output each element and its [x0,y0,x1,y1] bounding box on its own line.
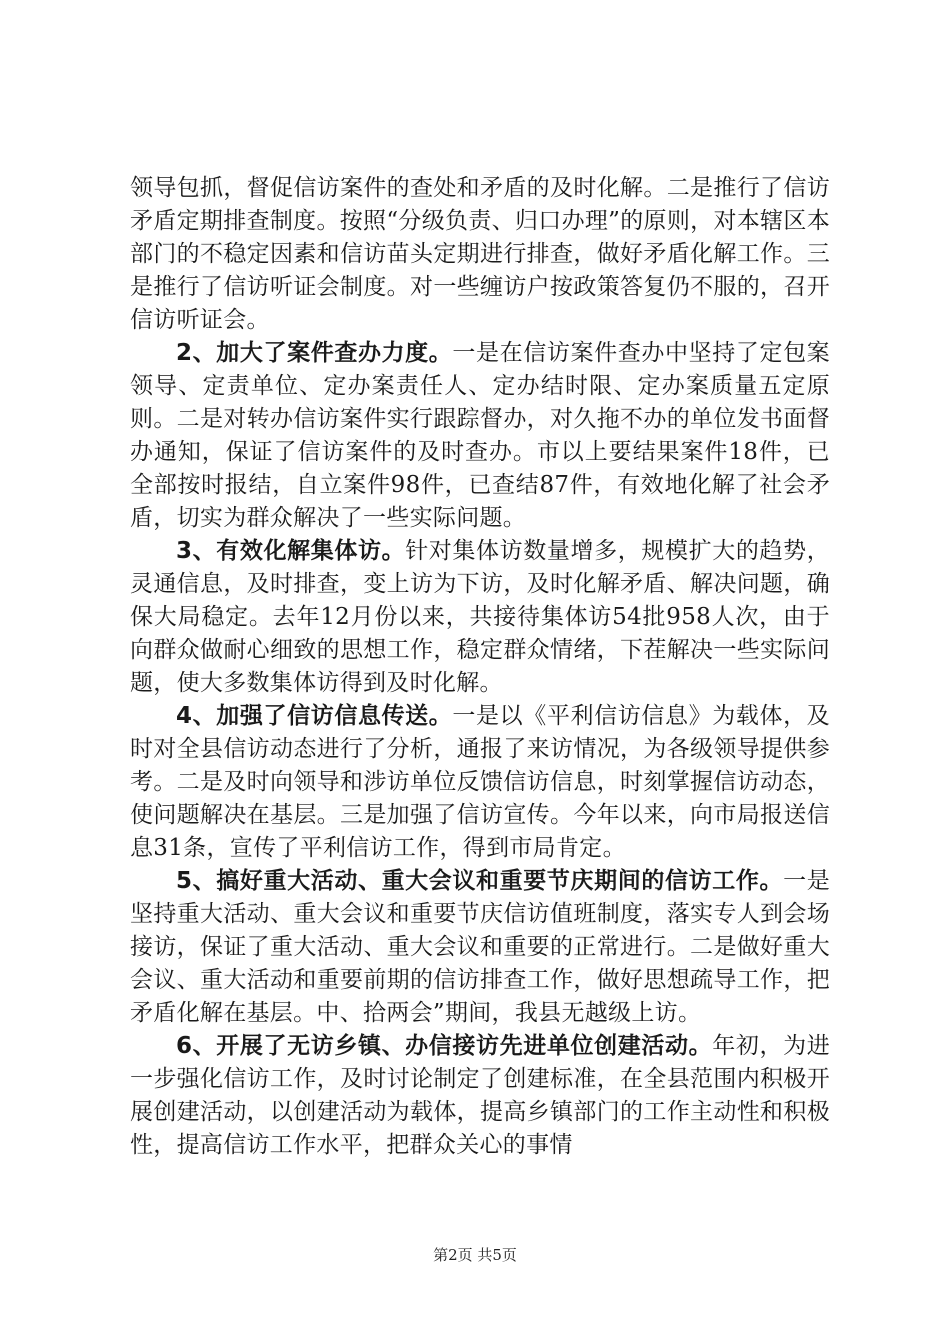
paragraph-1 [130,172,830,337]
paragraph-4-text: 一是以《平利信访信息》为载体，及时对全县信访动态进行了分析，通报了来访情况，为各级领导提供参考。二是及时向领导和涉访单位反馈信访信息，时刻掌握信访动态，使问题解决在基层。三是加强了信访宣传。今年以来，向市局报送信息31条，宣传了平利信访工作，得到市局肯定。 [130,703,830,861]
page-number: 第2页 共5页 [433,1246,517,1264]
paragraph-5-text: 一是坚持重大活动、重大会议和重要节庆信访值班制度，落实专人到会场接访，保证了重大活动、重大会议和重要的正常进行。二是做好重大会议、重大活动和重要前期的信访排查工作，做好思想疏导工作，把矛盾化解在基层。中、拾两会”期间，我县无越级上访。 [130,868,830,1026]
paragraph-6 [130,1030,830,1162]
paragraph-1-text: 领导包抓，督促信访案件的查处和矛盾的及时化解。二是推行了信访矛盾定期排查制度。按照“分级负责、归口办理”的原则，对本辖区本部门的不稳定因素和信访苗头定期进行排查，做好矛盾化解工作。三是推行了信访听证会制度。对一些缠访户按政策答复仍不服的，召开信访听证会。 [130,175,830,333]
paragraph-6-text: 年初，为进一步强化信访工作，及时讨论制定了创建标准，在全县范围内积极开展创建活动，以创建活动为载体，提高乡镇部门的工作主动性和积极性，提高信访工作水平，把群众关心的事情 [130,1033,831,1158]
paragraph-4-heading: 4、加强了信访信息传送。 [176,703,453,729]
paragraph-5-heading: 5、搞好重大活动、重大会议和重要节庆期间的信访工作。 [176,868,784,894]
paragraph-6-heading: 6、开展了无访乡镇、办信接访先进单位创建活动。 [176,1033,713,1059]
paragraph-3-text: 针对集体访数量增多，规模扩大的趋势，灵通信息，及时排查，变上访为下访，及时化解矛盾、解决问题，确保大局稳定。去年12月份以来，共接待集体访54批958人次，由于向群众做耐心细致的思想工作，稳定群众情绪，下茬解决一些实际问题，使大多数集体访得到及时化解。 [130,538,830,696]
paragraph-3 [130,535,830,700]
paragraph-5 [130,865,830,1030]
page-footer [0,1244,950,1265]
paragraph-2 [130,337,830,535]
paragraph-4 [130,700,830,865]
paragraph-2-heading: 2、加大了案件查办力度。 [176,340,453,366]
paragraph-2-text: 一是在信访案件查办中坚持了定包案领导、定责单位、定办案责任人、定办结时限、定办案质量五定原则。二是对转办信访案件实行跟踪督办，对久拖不办的单位发书面督办通知，保证了信访案件的及时查办。市以上要结果案件18件，已全部按时报结，自立案件98件，已查结87件，有效地化解了社会矛盾，切实为群众解决了一些实际问题。 [130,340,830,531]
paragraph-3-heading: 3、有效化解集体访。 [176,538,406,564]
document-body [130,172,830,1162]
